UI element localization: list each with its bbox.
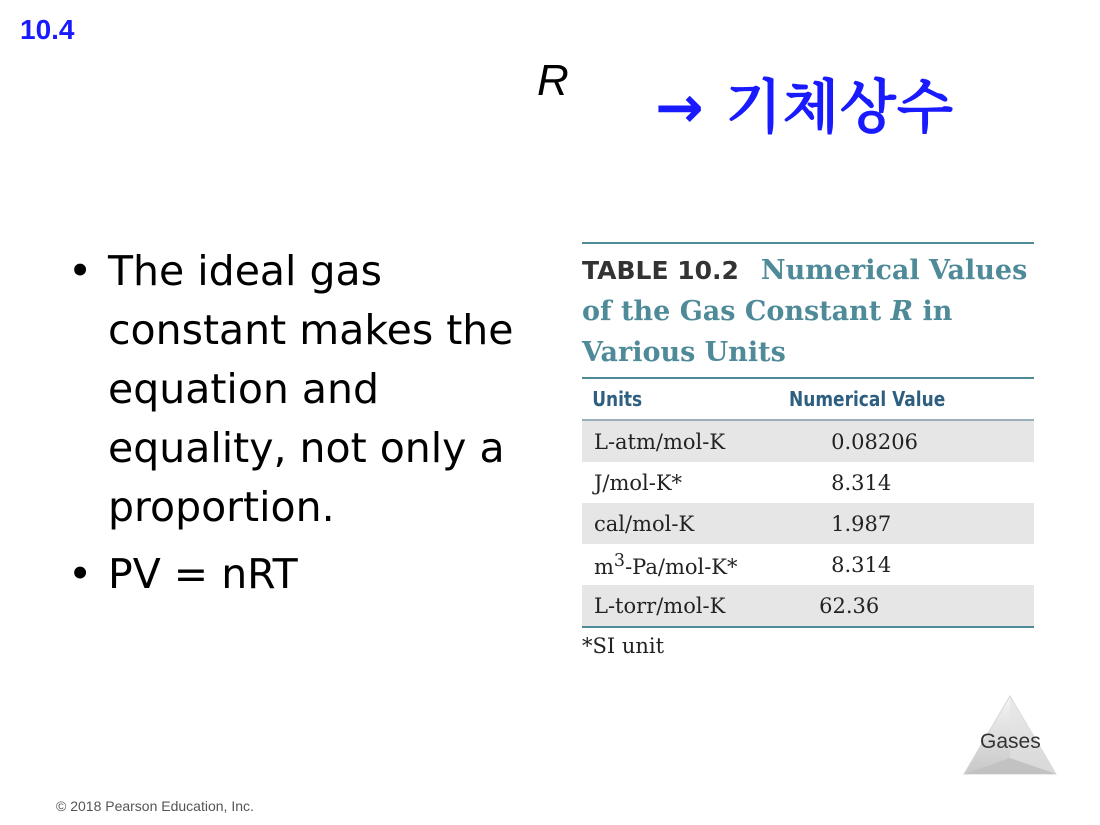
bullet-text: The ideal gas constant makes the equation and equality, not only a proportion.	[108, 247, 514, 531]
table-label: TABLE 10.2	[582, 256, 739, 285]
table-header-row	[582, 378, 1034, 420]
table-title-text: Numerical Values of the Gas Constant	[582, 255, 1028, 327]
bullet-text: PV = nRT	[108, 550, 298, 598]
table-title-symbol: R	[890, 296, 914, 327]
value-cell: 62.36	[789, 585, 1034, 627]
value-cell: 8.314	[831, 470, 892, 495]
value-cell: 1.987	[789, 503, 1034, 544]
gases-badge	[960, 694, 1060, 780]
table-row	[582, 420, 1034, 462]
unit-cell: cal/mol-K	[582, 503, 789, 544]
gas-constant-table	[582, 242, 1034, 658]
header-units: Units	[592, 387, 643, 411]
bullet-dot: •	[68, 247, 93, 295]
table-row	[582, 462, 1034, 503]
copyright-notice: © 2018 Pearson Education, Inc.	[56, 798, 254, 814]
bullet-dot: •	[68, 550, 93, 598]
unit-cell: L-torr/mol-K	[582, 585, 789, 627]
section-number: 10.4	[20, 14, 75, 45]
page-title: → 기체상수	[655, 73, 954, 141]
unit-cell	[582, 544, 789, 585]
bullet-item	[60, 545, 520, 604]
bullet-list	[60, 242, 520, 604]
value-cell: 8.314	[831, 552, 892, 577]
value-cell: 0.08206	[789, 420, 1034, 462]
values-table	[582, 377, 1034, 628]
gases-label: Gases	[980, 730, 1041, 753]
unit-superscript: 3	[613, 550, 626, 571]
title-symbol: R	[537, 56, 569, 105]
table-row	[582, 544, 1034, 585]
header-numerical-value: Numerical Value	[789, 387, 946, 411]
unit-text: m	[594, 554, 614, 579]
unit-text-end: -Pa/mol-K*	[625, 554, 738, 579]
table-row	[582, 503, 1034, 544]
unit-cell: L-atm/mol-K	[582, 420, 789, 462]
unit-cell: J/mol-K*	[594, 470, 683, 495]
table-row	[582, 585, 1034, 627]
table-footnote: *SI unit	[582, 634, 665, 658]
table-title-text-end: in Various Units	[582, 296, 953, 368]
bullet-item	[60, 242, 520, 537]
table-title	[582, 244, 1034, 377]
